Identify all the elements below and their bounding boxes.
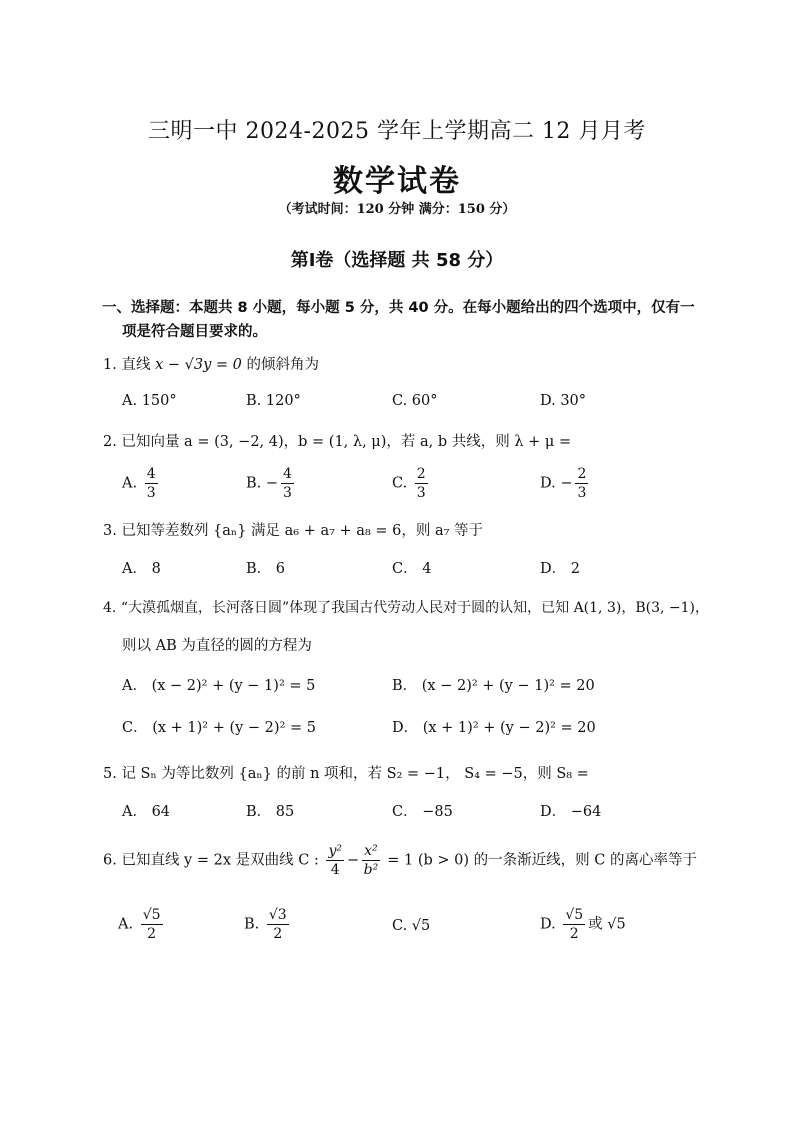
fraction-numerator: 2 — [416, 466, 426, 482]
fraction-numerator: 4 — [146, 466, 156, 482]
fraction — [575, 465, 588, 502]
fraction-denominator: 4 — [330, 862, 340, 878]
exam-title: 数学试卷 — [333, 164, 461, 199]
question-1-option-b: B. 120° — [246, 393, 301, 409]
fraction-numerator: y² — [328, 843, 342, 859]
question-6-option-d — [540, 906, 626, 943]
fraction — [415, 465, 428, 502]
fraction-numerator: √5 — [565, 907, 584, 923]
exam-info: （考试时间：120 分钟 满分：150 分） — [278, 202, 516, 217]
question-1-option-d: D. 30° — [540, 393, 587, 409]
question-6-option-c — [392, 918, 430, 934]
fraction — [145, 465, 158, 502]
question-5-option-b: B． 85 — [246, 804, 295, 820]
question-2-option-d — [540, 465, 591, 502]
question-number: 5. — [103, 766, 117, 782]
question-number: 3. — [103, 523, 117, 539]
question-5-option-a: A． 64 — [122, 804, 171, 820]
fraction-denominator: 2 — [273, 926, 283, 942]
option-tail: 或 √5 — [588, 916, 626, 933]
option-label: D. — [540, 916, 556, 933]
question-5-stem — [103, 762, 589, 783]
question-6-stem — [103, 842, 697, 879]
question-4-option-b: B． (x − 2)² + (y − 1)² = 20 — [392, 678, 595, 694]
option-label: A. — [122, 475, 138, 492]
fraction-denominator: 2 — [147, 926, 157, 942]
section-heading-line1: 一、选择题：本题共 8 小题，每小题 5 分，共 40 分。在每小题给出的四个选项中，仅有一 — [102, 300, 695, 316]
option-value: √5 — [411, 918, 431, 934]
option-label: C. — [392, 475, 408, 492]
question-3-option-a: A． 8 — [122, 561, 161, 577]
section-heading-line2: 项是符合题目要求的。 — [122, 324, 267, 340]
fraction — [267, 906, 289, 943]
question-text: 已知等差数列 {aₙ} 满足 a₆ + a₇ + a₈ = 6，则 a₇ 等于 — [121, 523, 484, 539]
question-text: = 1 (b > 0) 的一条渐近线，则 C 的离心率等于 — [382, 852, 697, 869]
question-text: 记 Sₙ 为等比数列 {aₙ} 的前 n 项和，若 S₂ = −1， S₄ = −5，则 S₈ = — [121, 766, 589, 782]
option-label: B. — [244, 916, 260, 933]
option-label: B. — [246, 475, 262, 492]
question-5-option-c: C． −85 — [392, 804, 453, 820]
math-expression: x − √3y = 0 — [155, 357, 242, 373]
school-title: 三明一中 2024-2025 学年上学期高二 12 月月考 — [148, 119, 646, 144]
question-text: 已知直线 y = 2x 是双曲线 C : — [121, 852, 324, 869]
question-number: 1. — [103, 357, 117, 373]
fraction-denominator: 3 — [577, 485, 587, 501]
fraction — [141, 906, 163, 943]
question-6-option-b — [244, 906, 292, 943]
fraction-denominator: b² — [363, 862, 379, 878]
question-1-option-c: C. 60° — [392, 393, 438, 409]
fraction-denominator: 2 — [569, 926, 579, 942]
question-2-stem — [103, 430, 571, 451]
fraction — [281, 465, 294, 502]
option-label: A. — [118, 916, 134, 933]
fraction-denominator: 3 — [283, 485, 292, 501]
question-3-option-d: D． 2 — [540, 561, 580, 577]
question-2-option-a — [122, 465, 161, 502]
question-1-option-a: A. 150° — [122, 393, 177, 409]
question-number: 2. — [103, 434, 117, 450]
fraction — [326, 842, 344, 879]
fraction-numerator: √3 — [268, 907, 287, 923]
question-text: “大漠孤烟直，长河落日圆”体现了我国古代劳动人民对于圆的认知，已知 A(1, 3)，B(3, −1)， — [120, 600, 709, 616]
fraction-numerator: 4 — [283, 466, 292, 482]
question-3-option-c: C． 4 — [392, 561, 432, 577]
question-1-stem — [103, 353, 319, 374]
fraction-numerator: √5 — [142, 907, 161, 923]
question-text: 直线 — [121, 357, 156, 373]
fraction-denominator: 3 — [416, 485, 426, 501]
minus-sign: − — [346, 852, 360, 869]
question-5-option-d: D． −64 — [540, 804, 602, 820]
fraction — [563, 906, 585, 943]
fraction-numerator: x² — [364, 843, 378, 859]
question-number: 4. — [103, 600, 117, 616]
option-label: C. — [392, 918, 408, 934]
option-label: D. — [540, 475, 556, 492]
question-4-stem-line1 — [103, 597, 709, 617]
fraction — [362, 842, 380, 879]
question-2-option-b — [246, 465, 297, 502]
question-3-stem — [103, 519, 483, 540]
part-title: 第Ⅰ卷（选择题 共 58 分） — [290, 250, 504, 271]
question-number: 6. — [103, 852, 117, 869]
question-2-option-c — [392, 465, 431, 502]
question-6-option-a — [118, 906, 166, 943]
question-4-stem-line2: 则以 AB 为直径的圆的方程为 — [122, 638, 312, 654]
fraction-denominator: 3 — [146, 485, 156, 501]
question-4-option-a: A． (x − 2)² + (y − 1)² = 5 — [122, 678, 316, 694]
question-3-option-b: B． 6 — [246, 561, 285, 577]
option-sign: − — [265, 475, 279, 492]
question-text: 已知向量 a = (3, −2, 4)，b = (1, λ, μ)，若 a, b 共线，则 λ + μ = — [121, 434, 572, 450]
question-text: 的倾斜角为 — [241, 357, 319, 373]
fraction-numerator: 2 — [577, 466, 587, 482]
question-4-option-c: C． (x + 1)² + (y − 2)² = 5 — [122, 720, 316, 736]
option-sign: − — [560, 475, 573, 492]
question-4-option-d: D． (x + 1)² + (y − 2)² = 20 — [392, 720, 596, 736]
